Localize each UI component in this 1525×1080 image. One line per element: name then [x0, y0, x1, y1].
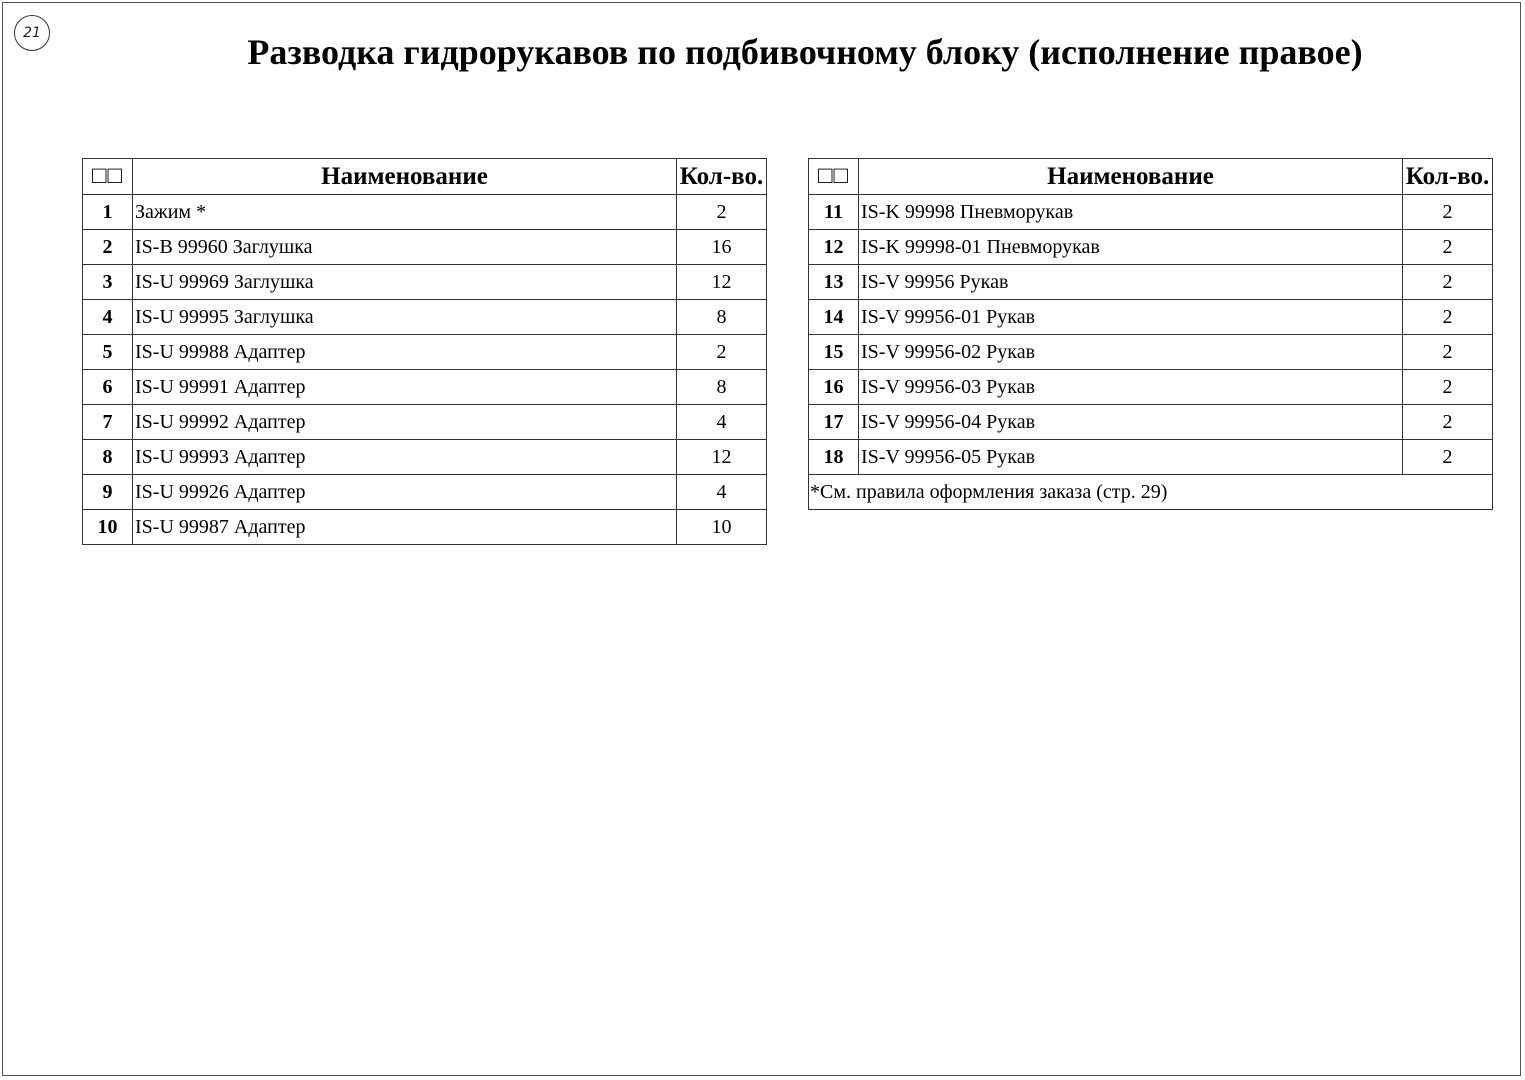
column-header-name: Наименование	[859, 159, 1403, 195]
row-quantity: 2	[677, 335, 767, 370]
column-header-quantity: Кол-во.	[1403, 159, 1493, 195]
row-quantity: 10	[677, 510, 767, 545]
row-name: IS-U 99987 Адаптер	[133, 510, 677, 545]
table-row	[809, 265, 1493, 300]
row-name: IS-V 99956-01 Рукав	[859, 300, 1403, 335]
parts-table-left	[82, 158, 767, 545]
row-number: 13	[809, 265, 859, 300]
parts-table-right	[808, 158, 1493, 510]
row-quantity: 2	[1403, 405, 1493, 440]
row-name: IS-K 99998 Пневморукав	[859, 195, 1403, 230]
row-name: IS-K 99998-01 Пневморукав	[859, 230, 1403, 265]
row-quantity: 2	[1403, 440, 1493, 475]
row-number: 8	[83, 440, 133, 475]
row-number: 17	[809, 405, 859, 440]
row-quantity: 2	[1403, 300, 1493, 335]
row-quantity: 2	[1403, 335, 1493, 370]
column-header-number: □□	[83, 159, 133, 195]
row-name: IS-B 99960 Заглушка	[133, 230, 677, 265]
table-row	[809, 440, 1493, 475]
row-name: IS-U 99991 Адаптер	[133, 370, 677, 405]
table-row	[83, 440, 767, 475]
row-number: 9	[83, 475, 133, 510]
column-header-number: □□	[809, 159, 859, 195]
row-number: 11	[809, 195, 859, 230]
row-quantity: 2	[1403, 265, 1493, 300]
table-header-row	[83, 159, 767, 195]
row-quantity: 2	[1403, 195, 1493, 230]
order-rules-footnote: *См. правила оформления заказа (стр. 29)	[809, 475, 1493, 510]
table-row	[83, 405, 767, 440]
row-quantity: 12	[677, 265, 767, 300]
row-number: 14	[809, 300, 859, 335]
row-quantity: 2	[677, 195, 767, 230]
row-number: 5	[83, 335, 133, 370]
table-row	[809, 300, 1493, 335]
table-row	[83, 265, 767, 300]
row-name: Зажим *	[133, 195, 677, 230]
row-quantity: 4	[677, 405, 767, 440]
row-number: 16	[809, 370, 859, 405]
table-row	[809, 370, 1493, 405]
table-row	[83, 195, 767, 230]
row-quantity: 2	[1403, 370, 1493, 405]
table-row	[83, 370, 767, 405]
row-quantity: 8	[677, 370, 767, 405]
table-row	[809, 195, 1493, 230]
row-quantity: 8	[677, 300, 767, 335]
page-number-badge: 21	[14, 15, 50, 51]
row-number: 7	[83, 405, 133, 440]
row-number: 2	[83, 230, 133, 265]
row-number: 6	[83, 370, 133, 405]
row-name: IS-U 99995 Заглушка	[133, 300, 677, 335]
row-number: 12	[809, 230, 859, 265]
row-number: 18	[809, 440, 859, 475]
table-row	[83, 475, 767, 510]
row-name: IS-U 99992 Адаптер	[133, 405, 677, 440]
row-quantity: 16	[677, 230, 767, 265]
table-row	[83, 335, 767, 370]
row-name: IS-U 99969 Заглушка	[133, 265, 677, 300]
row-name: IS-V 99956-04 Рукав	[859, 405, 1403, 440]
row-name: IS-V 99956-02 Рукав	[859, 335, 1403, 370]
row-name: IS-U 99988 Адаптер	[133, 335, 677, 370]
table-row	[809, 335, 1493, 370]
table-header-row	[809, 159, 1493, 195]
table-footnote-row	[809, 475, 1493, 510]
row-quantity: 12	[677, 440, 767, 475]
row-number: 10	[83, 510, 133, 545]
row-number: 15	[809, 335, 859, 370]
table-row	[809, 230, 1493, 265]
table-row	[83, 300, 767, 335]
row-name: IS-U 99926 Адаптер	[133, 475, 677, 510]
page-title: Разводка гидрорукавов по подбивочному блоку (исполнение правое)	[247, 32, 1363, 72]
table-row	[83, 230, 767, 265]
column-header-quantity: Кол-во.	[677, 159, 767, 195]
table-row	[83, 510, 767, 545]
table-row	[809, 405, 1493, 440]
row-name: IS-V 99956-05 Рукав	[859, 440, 1403, 475]
row-name: IS-V 99956 Рукав	[859, 265, 1403, 300]
column-header-name: Наименование	[133, 159, 677, 195]
row-number: 1	[83, 195, 133, 230]
row-name: IS-V 99956-03 Рукав	[859, 370, 1403, 405]
row-number: 4	[83, 300, 133, 335]
row-number: 3	[83, 265, 133, 300]
row-quantity: 2	[1403, 230, 1493, 265]
row-quantity: 4	[677, 475, 767, 510]
row-name: IS-U 99993 Адаптер	[133, 440, 677, 475]
